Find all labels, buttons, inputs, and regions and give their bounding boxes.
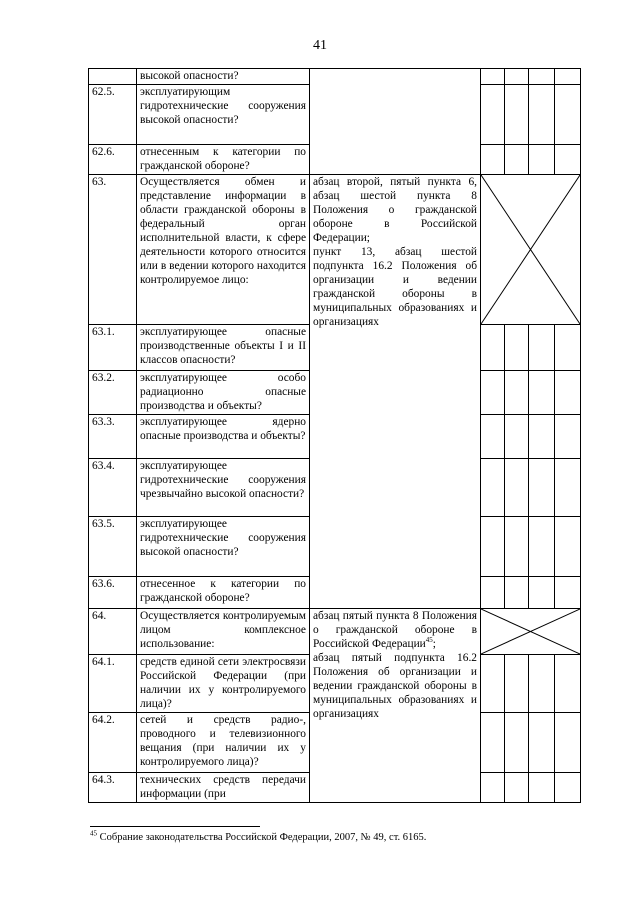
answer-na-cell — [529, 459, 555, 517]
answer-no-cell — [505, 85, 529, 145]
answer-note-cell — [555, 69, 581, 85]
answer-yes-cell — [481, 713, 505, 773]
answer-yes-cell — [481, 459, 505, 517]
answer-note-cell — [555, 517, 581, 577]
row-question: отнесенным к категории по гражданской обороне? — [137, 145, 310, 175]
page-number: 41 — [313, 38, 327, 53]
answer-yes-cell — [481, 415, 505, 459]
answer-no-cell — [505, 325, 529, 371]
answer-no-cell — [505, 577, 529, 609]
row-number: 63.2. — [89, 371, 137, 415]
cross-mark-icon — [481, 609, 580, 654]
row-question: эксплуатирующее ядерно опасные производства и объекты? — [137, 415, 310, 459]
legal-basis-text: пункт 13, абзац шестой подпункта 16.2 Положения об организации и ведении гражданской обороны в муниципальных образованиях и организациях — [313, 246, 477, 328]
answer-no-cell — [505, 145, 529, 175]
answer-no-cell — [505, 415, 529, 459]
row-question: эксплуатирующее опасные производственные объекты I и II классов опасности? — [137, 325, 310, 371]
row-number: 63.3. — [89, 415, 137, 459]
row-number: 63.5. — [89, 517, 137, 577]
row-number — [89, 69, 137, 85]
row-question: Осуществляется обмен и представление информации в области гражданской обороны в федеральный орган исполнительной власти, к сфере деятельности которого относится или в ведении которого находится контролируемое лицо: — [137, 175, 310, 325]
legal-basis-cell — [310, 175, 481, 609]
row-question: эксплуатирующее гидротехнические сооружения высокой опасности? — [137, 517, 310, 577]
row-number: 62.5. — [89, 85, 137, 145]
table-row — [89, 609, 581, 655]
legal-basis-cell — [310, 69, 481, 175]
row-number: 64. — [89, 609, 137, 655]
answer-yes-cell — [481, 655, 505, 713]
answer-yes-cell — [481, 371, 505, 415]
answer-no-cell — [505, 371, 529, 415]
answer-note-cell — [555, 713, 581, 773]
crossed-out-cell — [481, 609, 581, 655]
crossed-out-cell — [481, 175, 581, 325]
row-number: 64.1. — [89, 655, 137, 713]
row-question: сетей и средств радио-, проводного и телевизионного вещания (при наличии их у контролируемого лица)? — [137, 713, 310, 773]
row-number: 63.1. — [89, 325, 137, 371]
answer-note-cell — [555, 577, 581, 609]
answer-na-cell — [529, 517, 555, 577]
answer-na-cell — [529, 145, 555, 175]
answer-yes-cell — [481, 69, 505, 85]
answer-no-cell — [505, 517, 529, 577]
answer-no-cell — [505, 713, 529, 773]
answer-na-cell — [529, 713, 555, 773]
answer-note-cell — [555, 325, 581, 371]
row-number: 63.6. — [89, 577, 137, 609]
answer-note-cell — [555, 145, 581, 175]
legal-basis-text: абзац пятый пункта 8 Положения о гражданской обороне в Российской Федерации$^{45}$; — [313, 610, 477, 650]
footnote-text: Собрание законодательства Российской Федерации, 2007, № 49, ст. 6165. — [99, 832, 427, 843]
row-number: 62.6. — [89, 145, 137, 175]
footnote — [90, 829, 427, 843]
answer-na-cell — [529, 69, 555, 85]
row-question: отнесенное к категории по гражданской обороне? — [137, 577, 310, 609]
answer-note-cell — [555, 85, 581, 145]
row-question: Осуществляется контролируемым лицом комплексное использование: — [137, 609, 310, 655]
table-row — [89, 175, 581, 325]
answer-no-cell — [505, 655, 529, 713]
inspection-checklist-table — [88, 68, 581, 803]
legal-basis-text: абзац второй, пятый пункта 6, абзац шестой пункта 8 Положения о гражданской обороне в Российской Федерации; — [313, 176, 477, 244]
answer-note-cell — [555, 773, 581, 803]
answer-yes-cell — [481, 517, 505, 577]
footnote-reference: 45 — [425, 636, 433, 645]
answer-no-cell — [505, 69, 529, 85]
answer-yes-cell — [481, 773, 505, 803]
table-row — [89, 69, 581, 85]
answer-yes-cell — [481, 145, 505, 175]
row-question: средств единой сети электросвязи Российской Федерации (при наличии их у контролируемого лица)? — [137, 655, 310, 713]
answer-yes-cell — [481, 325, 505, 371]
answer-note-cell — [555, 415, 581, 459]
answer-na-cell — [529, 325, 555, 371]
row-question: высокой опасности? — [137, 69, 310, 85]
answer-na-cell — [529, 655, 555, 713]
answer-yes-cell — [481, 85, 505, 145]
row-number: 64.3. — [89, 773, 137, 803]
footnote-marker: 45 — [90, 829, 97, 838]
footnote-divider — [90, 826, 260, 827]
answer-note-cell — [555, 655, 581, 713]
answer-note-cell — [555, 459, 581, 517]
row-number: 64.2. — [89, 713, 137, 773]
answer-na-cell — [529, 773, 555, 803]
cross-mark-icon — [481, 175, 580, 324]
row-question: эксплуатирующее гидротехнические сооружения чрезвычайно высокой опасности? — [137, 459, 310, 517]
answer-na-cell — [529, 415, 555, 459]
row-number: 63. — [89, 175, 137, 325]
answer-na-cell — [529, 577, 555, 609]
row-question: эксплуатирующее особо радиационно опасные производства и объекты? — [137, 371, 310, 415]
answer-no-cell — [505, 773, 529, 803]
answer-yes-cell — [481, 577, 505, 609]
legal-basis-text: абзац пятый подпункта 16.2 Положения об организации и ведении гражданской обороны в муниципальных образованиях и организациях — [313, 652, 477, 720]
answer-na-cell — [529, 85, 555, 145]
answer-note-cell — [555, 371, 581, 415]
row-question: технических средств передачи информации (при — [137, 773, 310, 803]
legal-basis-cell — [310, 609, 481, 803]
answer-na-cell — [529, 371, 555, 415]
row-number: 63.4. — [89, 459, 137, 517]
answer-no-cell — [505, 459, 529, 517]
row-question: эксплуатирующим гидротехнические сооружения высокой опасности? — [137, 85, 310, 145]
